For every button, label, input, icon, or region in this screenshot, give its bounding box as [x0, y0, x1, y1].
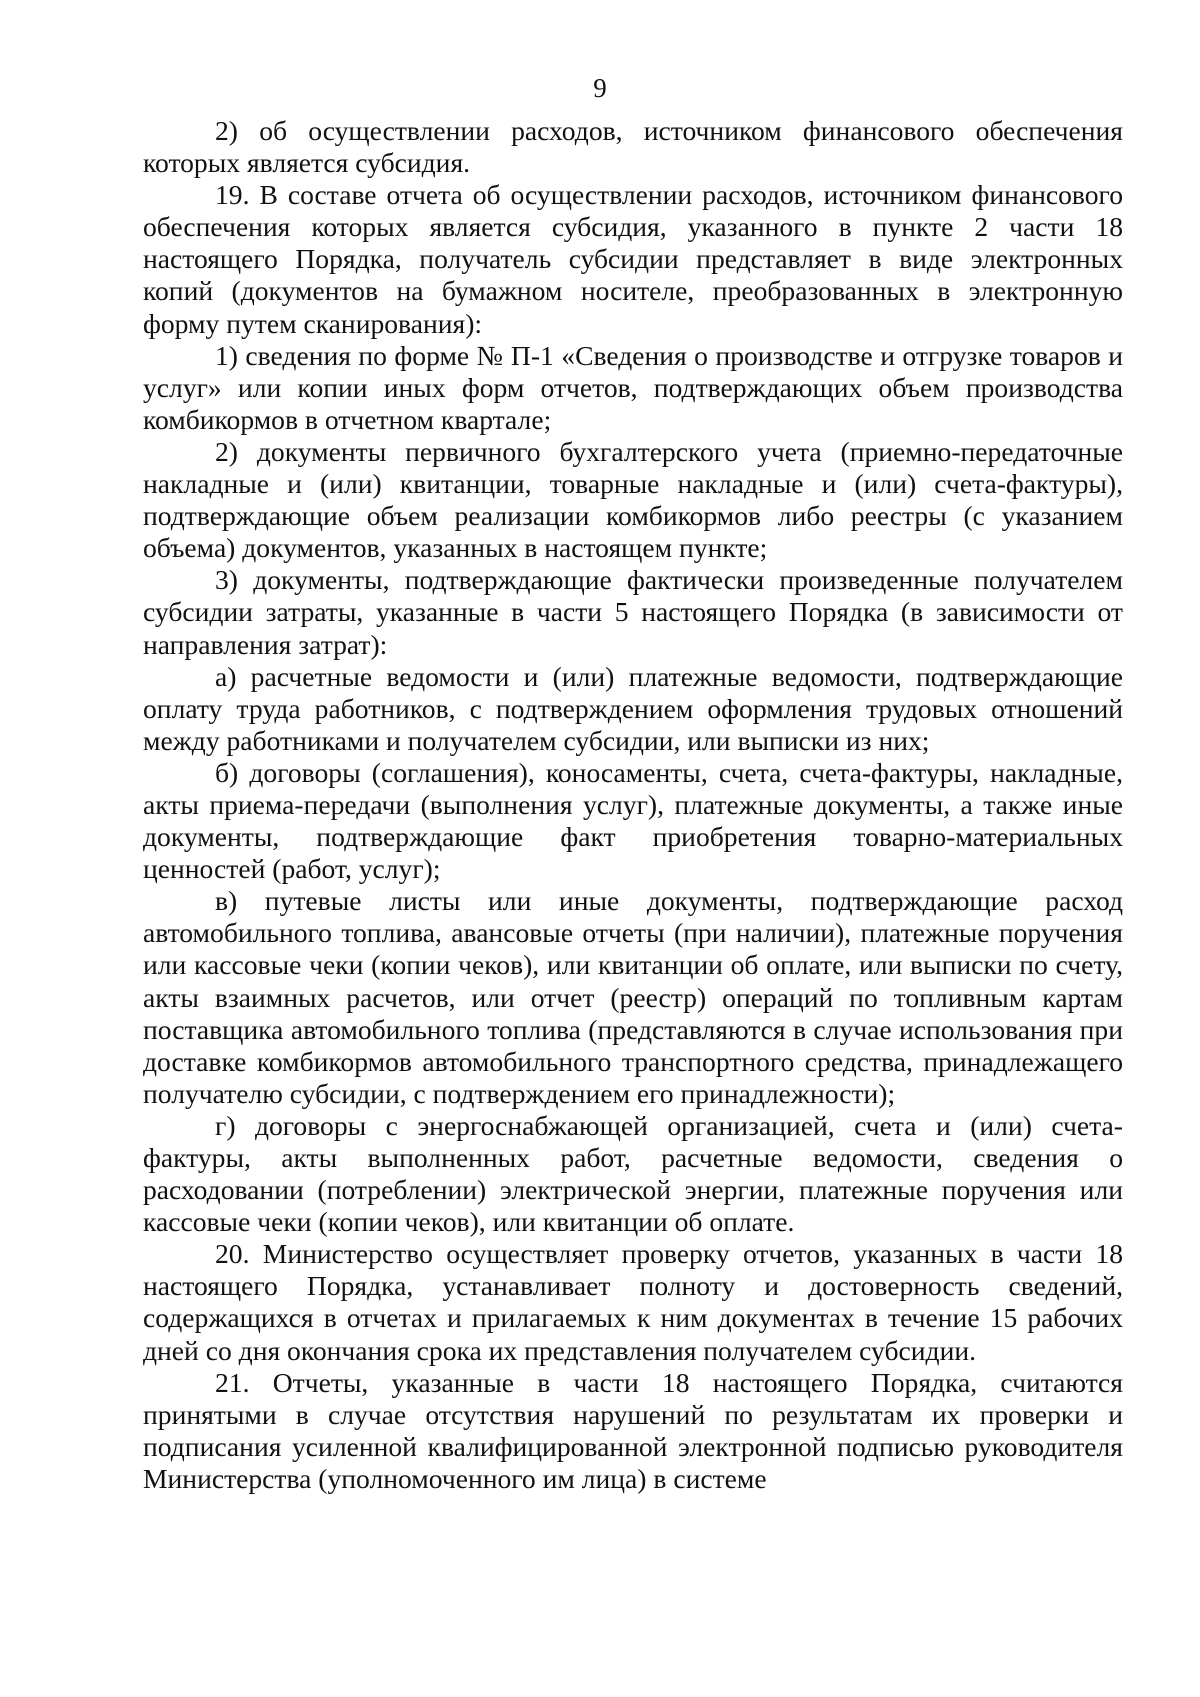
page-number: 9	[593, 73, 607, 103]
paragraph-subitem-a-payroll: а) расчетные ведомости и (или) платежные ведомости, подтверждающие оплату труда работников, с подтверждением оформления трудовых отношений между работниками и получателем субсидии, или выписки из них;	[143, 660, 1123, 756]
paragraph-item-2-accounting-documents: 2) документы первичного бухгалтерского учета (приемно-передаточные накладные и (или) квитанции, товарные накладные и (или) счета-фактуры), подтверждающие объем реализации комбикормов либо реестры (с указанием объема) документов, указанных в настоящем пункте;	[143, 435, 1123, 564]
paragraph-item-3-cost-documents: 3) документы, подтверждающие фактически произведенные получателем субсидии затраты, указанные в части 5 настоящего Порядка (в зависимости от направления затрат):	[143, 564, 1123, 660]
paragraph-subitem-2-expenses: 2) об осуществлении расходов, источником финансового обеспечения которых является субсидия.	[143, 115, 1123, 179]
paragraph-clause-21: 21. Отчеты, указанные в части 18 настоящего Порядка, считаются принятыми в случае отсутствия нарушений по результатам их проверки и подписания усиленной квалифицированной электронной подписью руководителя Министерства (уполномоченного им лица) в системе	[143, 1366, 1123, 1494]
document-body	[143, 115, 1123, 1495]
paragraph-clause-20: 20. Министерство осуществляет проверку отчетов, указанных в части 18 настоящего Порядка, устанавливает полноту и достоверность сведений, содержащихся в отчетах и прилагаемых к ним документах в течение 15 рабочих дней со дня окончания срока их представления получателем субсидии.	[143, 1238, 1123, 1366]
paragraph-subitem-b-contracts: б) договоры (соглашения), коносаменты, счета, счета-фактуры, накладные, акты приема-передачи (выполнения услуг), платежные документы, а также иные документы, подтверждающие факт приобретения товарно-материальных ценностей (работ, услуг);	[143, 756, 1123, 885]
paragraph-subitem-g-energy: г) договоры с энергоснабжающей организацией, счета и (или) счета-фактуры, акты выполненных работ, расчетные ведомости, сведения о расходовании (потреблении) электрической энергии, платежные поручения или кассовые чеки (копии чеков), или квитанции об оплате.	[143, 1109, 1123, 1238]
paragraph-clause-19: 19. В составе отчета об осуществлении расходов, источником финансового обеспечения которых является субсидия, указанного в пункте 2 части 18 настоящего Порядка, получатель субсидии представляет в виде электронных копий (документов на бумажном носителе, преобразованных в электронную форму путем сканирования):	[143, 179, 1123, 339]
paragraph-item-1-form-p1: 1) сведения по форме № П-1 «Сведения о производстве и отгрузке товаров и услуг» или копии иных форм отчетов, подтверждающих объем производства комбикормов в отчетном квартале;	[143, 339, 1123, 435]
paragraph-subitem-v-fuel: в) путевые листы или иные документы, подтверждающие расход автомобильного топлива, авансовые отчеты (при наличии), платежные поручения или кассовые чеки (копии чеков), или квитанции об оплате, или выписки по счету, акты взаимных расчетов, или отчет (реестр) операций по топливным картам поставщика автомобильного топлива (представляются в случае использования при доставке комбикормов автомобильного транспортного средства, принадлежащего получателю субсидии, с подтверждением его принадлежности);	[143, 885, 1123, 1109]
